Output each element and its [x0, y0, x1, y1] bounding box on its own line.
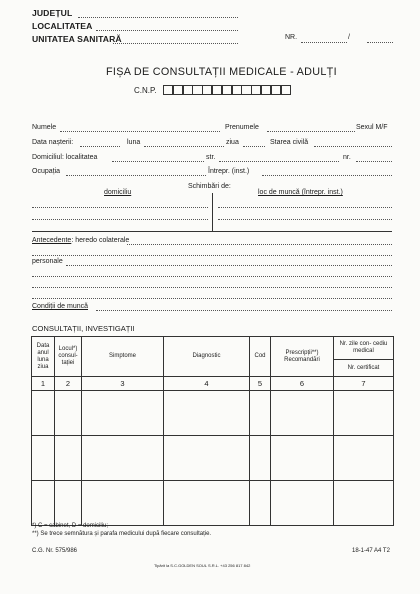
column-number-row [32, 377, 394, 391]
personale-line-3[interactable] [32, 287, 392, 288]
printer-note: Tipărit la S.C.GOLDEN SOUL S.R.L. +43 256 817 842 [154, 563, 251, 568]
header-prescriptii: Prescripții**) Recomandări [271, 337, 334, 377]
col-num: 1 [32, 377, 55, 391]
cnp-digit-box[interactable] [192, 85, 202, 95]
starea-civila-field[interactable] [314, 146, 392, 147]
judet-field[interactable] [78, 17, 238, 18]
schimbari-divider [212, 193, 213, 231]
nr-year-field[interactable] [367, 42, 393, 43]
cnp-digit-box[interactable] [261, 85, 271, 95]
loc-munca-line-1[interactable] [218, 207, 392, 208]
footnote-2: **) Se trece semnătura și parafa medicului după fiecare consultație. [32, 531, 212, 537]
header-simptome: Simptome [82, 337, 164, 377]
ziua-field[interactable] [243, 146, 265, 147]
starea-civila-label: Starea civilă [270, 139, 309, 146]
ocupatia-field[interactable] [66, 175, 206, 176]
cnp-digit-box[interactable] [281, 85, 291, 95]
table-row[interactable] [32, 436, 394, 481]
cg-number: C.G. Nr. 575/986 [32, 548, 78, 554]
personale-label: personale [32, 258, 63, 265]
cnp-digit-box[interactable] [241, 85, 251, 95]
col-num: 4 [164, 377, 250, 391]
consultatii-section-title: CONSULTAȚII, INVESTIGAȚII [32, 324, 135, 333]
luna-field[interactable] [144, 146, 224, 147]
domiciliu-line-2[interactable] [32, 219, 208, 220]
cnp-digit-box[interactable] [232, 85, 242, 95]
antecedente-label: Antecedente: heredo colaterale [32, 237, 130, 244]
col-num: 2 [55, 377, 82, 391]
nr-field[interactable] [301, 42, 347, 43]
domiciliul-label: Domiciliul: localitatea [32, 154, 98, 161]
numele-field[interactable] [60, 131, 220, 132]
footnote-1: *) C = cabinet, D = domiciliu; [32, 523, 109, 529]
loc-munca-line-2[interactable] [218, 219, 392, 220]
cnp-digit-box[interactable] [163, 85, 173, 95]
unitate-label: UNITATEA SANITARĂ [32, 34, 122, 44]
nr-slash: / [348, 34, 350, 41]
ziua-label: ziua [226, 139, 239, 146]
personale-line-1[interactable] [66, 265, 392, 266]
personale-line-4[interactable] [32, 298, 392, 299]
consultatii-table [31, 336, 394, 526]
personale-line-2[interactable] [32, 276, 392, 277]
col-num: 7 [334, 377, 394, 391]
header-diagnostic: Diagnostic [164, 337, 250, 377]
header-nr-certificat: Nr. certificat [334, 360, 394, 377]
str-label: str. [206, 154, 216, 161]
conditii-munca-label: Condiții de muncă [32, 303, 89, 310]
schimbari-bottom-rule [32, 231, 392, 232]
table-row[interactable] [32, 481, 394, 526]
localitate-field[interactable] [96, 30, 238, 31]
domiciliu-header: domiciliu [104, 189, 132, 196]
nr-strada-field[interactable] [356, 161, 392, 162]
prenumele-label: Prenumele [225, 124, 259, 131]
table-row[interactable] [32, 391, 394, 436]
judet-label: JUDEȚUL [32, 8, 73, 18]
cnp-digit-box[interactable] [183, 85, 193, 95]
numele-label: Numele [32, 124, 57, 131]
header-cod: Cod [250, 337, 271, 377]
header-locul: Locul*) consul- tației [55, 337, 82, 377]
cnp-digit-box[interactable] [271, 85, 281, 95]
sexul-label: Sexul M/F [356, 124, 388, 131]
unitate-field[interactable] [113, 43, 238, 44]
ocupatia-label: Ocupația [32, 168, 61, 175]
form-code: 18-1-47 A4 T2 [352, 548, 390, 554]
conditii-munca-field[interactable] [96, 310, 392, 311]
cnp-label: C.N.P. [134, 86, 157, 95]
domiciliu-line-1[interactable] [32, 207, 208, 208]
header-data: Data anul luna ziua [32, 337, 55, 377]
header-zile-concediu: Nr. zile con- cediu medical [334, 337, 394, 360]
nr-strada-label: nr. [343, 154, 351, 161]
cnp-digit-box[interactable] [173, 85, 183, 95]
heredo-line-1[interactable] [127, 244, 392, 245]
col-num: 5 [250, 377, 271, 391]
schimbari-label: Schimbări de: [188, 183, 231, 190]
intrepr-label: Întrepr. (inst.) [208, 168, 250, 175]
heredo-line-2[interactable] [32, 255, 392, 256]
cnp-digit-box[interactable] [212, 85, 222, 95]
nr-label: NR. [285, 34, 298, 41]
col-num: 3 [82, 377, 164, 391]
luna-label: luna [127, 139, 141, 146]
strada-field[interactable] [219, 161, 339, 162]
col-num: 6 [271, 377, 334, 391]
cnp-digit-box[interactable] [222, 85, 232, 95]
intrepr-field[interactable] [262, 175, 392, 176]
localitate-domiciliu-field[interactable] [112, 161, 204, 162]
loc-munca-header: loc de muncă (întrepr. inst.) [258, 189, 343, 196]
localitate-label: LOCALITATEA [32, 21, 93, 31]
page-title: FIȘA DE CONSULTAȚII MEDICALE - ADULȚI [106, 66, 337, 78]
prenumele-field[interactable] [267, 131, 355, 132]
an-nastere-field[interactable] [80, 146, 120, 147]
cnp-digit-box[interactable] [202, 85, 212, 95]
cnp-digit-box[interactable] [251, 85, 261, 95]
data-nasterii-label: Data nașterii: [32, 139, 74, 146]
